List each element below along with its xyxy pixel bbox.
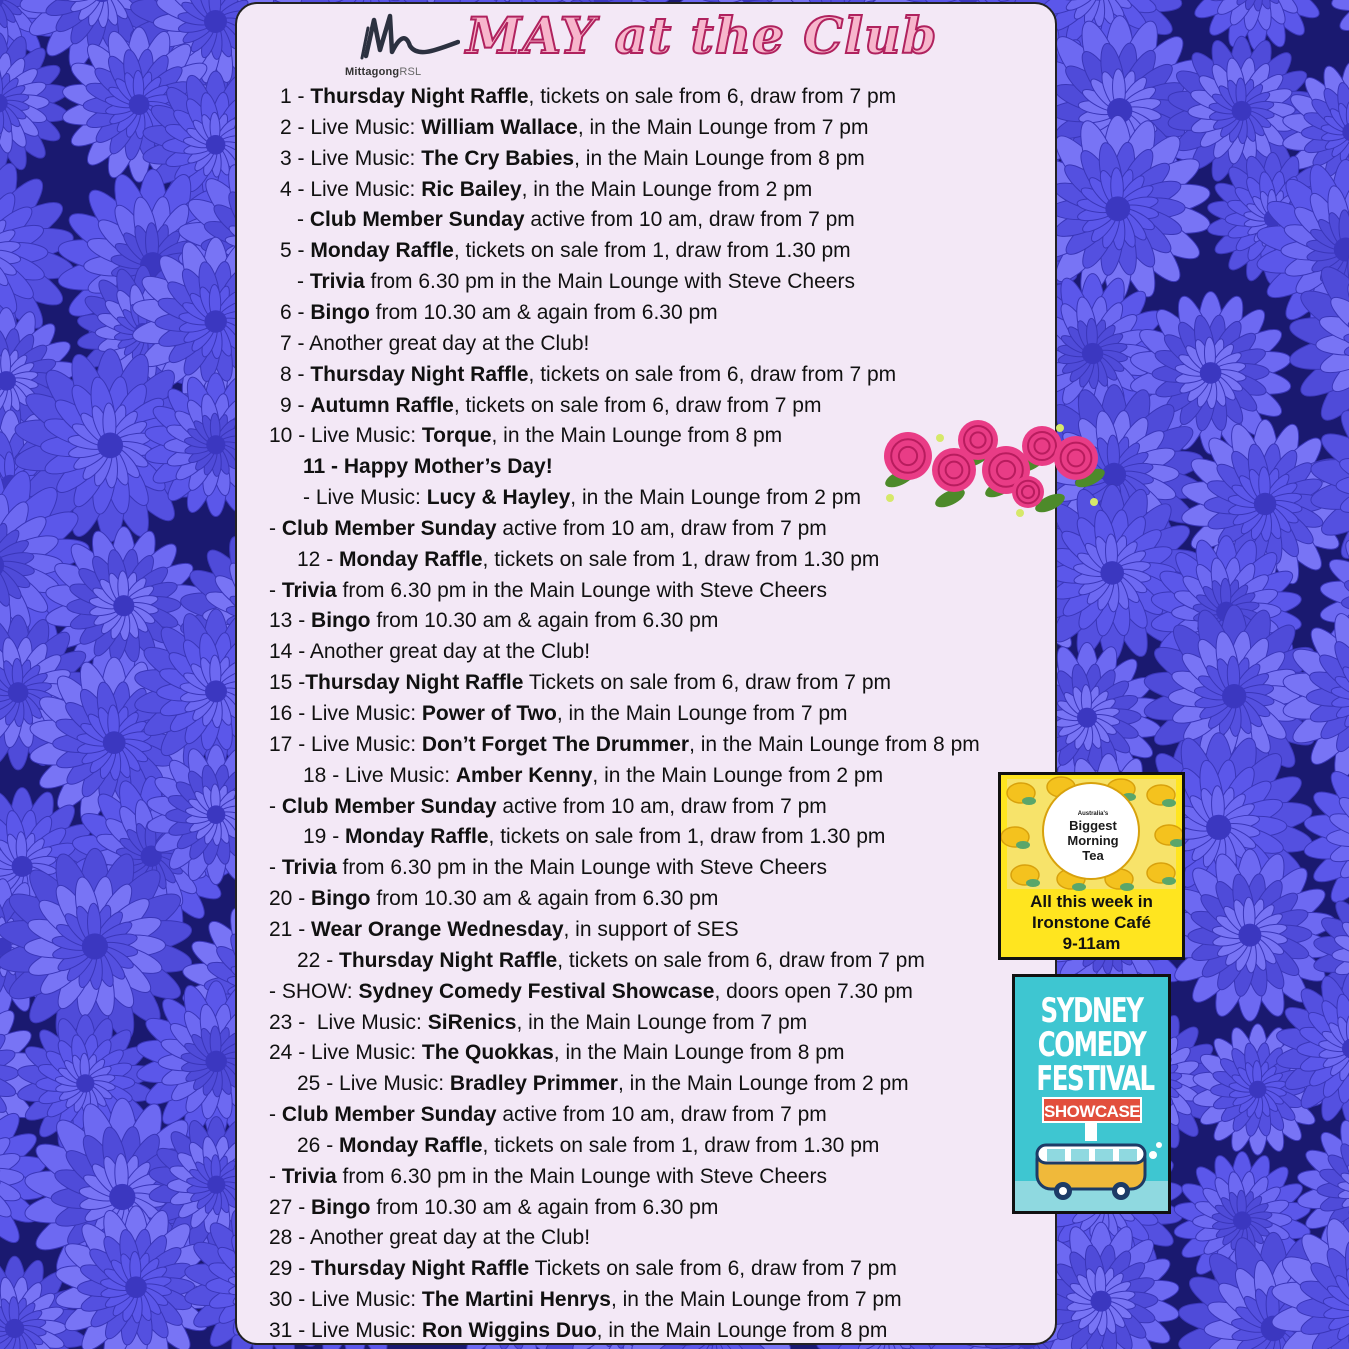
event-text: , tickets on sale from 1, draw from 1.30 pm [488,825,886,849]
schedule-line [280,360,896,390]
schedule-line [297,205,855,235]
schedule-line [303,483,861,513]
event-name: The Cry Babies [421,146,575,170]
schedule-line [269,668,891,698]
event-text: active from 10 am, draw from 7 pm [496,516,827,540]
event-name: Don’t Forget The Drummer [421,732,690,756]
event-name: Ron Wiggins Duo [421,1319,597,1342]
event-text: - [269,516,282,540]
schedule-line [280,82,896,112]
schedule-line [269,1223,590,1253]
sydney-comedy-festival-poster [1012,974,1171,1214]
schedule-line [269,699,848,729]
event-name: Wear Orange Wednesday [311,917,564,941]
event-text: - [269,1103,282,1127]
event-name: Monday Raffle [310,239,454,263]
event-text: , in the Main Lounge from 2 pm [617,1072,909,1096]
schedule-line [269,514,827,544]
event-name: The Martini Henrys [421,1288,611,1312]
event-name: SiRenics [427,1010,517,1034]
event-name: Bingo [311,887,371,911]
event-text: 2 - Live Music: [280,115,422,139]
event-text: - [269,578,282,602]
event-text: active from 10 am, draw from 7 pm [496,1103,827,1127]
schedule-line [269,1193,718,1223]
schedule-line [269,1038,844,1068]
event-name: Club Member Sunday [309,208,525,232]
event-text: 1 - [280,85,311,108]
schedule-line [297,1131,879,1161]
event-text: , in the Main Lounge from 8 pm [596,1319,888,1342]
event-text: from 6.30 pm in the Main Lounge with Steve Cheers [336,856,827,880]
schedule-line [269,915,739,945]
schedule-line [269,1254,897,1284]
event-text: 6 - [280,300,311,324]
logo-wordmark [345,66,421,78]
page-title: MAY at the Club [466,6,938,65]
schedule-line [269,606,718,636]
event-text: , in the Main Lounge from 8 pm [553,1041,845,1065]
event-name: Bingo [310,300,370,324]
event-name: Autumn Raffle [310,393,454,417]
event-name: Thursday Night Raffle [310,85,529,108]
schedule-line [269,1162,827,1192]
bmt-badge-small: Australia's [1077,811,1109,817]
event-name: Monday Raffle [339,1133,483,1157]
event-text: 19 - [303,825,346,849]
event-text: - [269,794,282,818]
logo-suffix: RSL [399,66,422,78]
event-text: 28 - Another great day at the Club! [269,1226,591,1250]
event-name: Club Member Sunday [281,516,497,540]
scf-word-festival: FESTIVAL [1036,1059,1154,1099]
event-name: Bradley Primmer [449,1072,618,1096]
event-text: active from 10 am, draw from 7 pm [496,794,827,818]
event-name: Club Member Sunday [281,1103,497,1127]
event-text: , tickets on sale from 1, draw from 1.30 pm [482,1133,880,1157]
event-text: 17 - Live Music: [269,732,422,756]
event-text: 31 - Live Music: [269,1319,422,1342]
event-text: , in the Main Lounge from 8 pm [491,424,783,448]
event-text: from 10.30 am & again from 6.30 pm [370,609,719,633]
event-text: 20 - [269,887,312,911]
event-name: Bingo [311,1195,371,1219]
event-text: from 6.30 pm in the Main Lounge with Steve Cheers [364,270,855,294]
schedule-line [280,298,718,328]
event-text: , in the Main Lounge from 8 pm [574,146,865,170]
schedule-line [269,1285,902,1315]
schedule-line [280,236,851,266]
schedule-line [269,730,980,760]
event-text: - [269,856,282,880]
event-text: 16 - Live Music: [269,702,422,725]
event-text: , tickets on sale from 6, draw from 7 pm [528,85,897,108]
event-text: 26 - [297,1133,340,1157]
event-name: William Wallace [421,115,578,139]
event-text: - SHOW: [269,979,359,1003]
schedule-line [269,637,590,667]
schedule-line [269,792,827,822]
event-text: 13 - [269,609,312,633]
event-text: 7 - Another great day at the Club! [280,331,590,355]
event-text: from 6.30 pm in the Main Lounge with Steve Cheers [336,1164,827,1188]
event-text: 27 - [269,1195,312,1219]
event-text: , in the Main Lounge from 7 pm [577,115,869,139]
event-name: 11 - Happy Mother’s Day! [303,455,553,479]
event-text: 5 - [280,239,311,263]
schedule-line [269,884,718,914]
event-name: Trivia [281,856,337,880]
event-text: , tickets on sale from 6, draw from 7 pm [557,948,925,972]
schedule-line [280,329,589,359]
schedule-line [269,853,827,883]
schedule-line [297,946,925,976]
event-text: , in the Main Lounge from 7 pm [610,1288,902,1312]
logo-name: Mittagong [345,66,400,78]
event-text: from 6.30 pm in the Main Lounge with Steve Cheers [336,578,827,602]
schedule-line [269,1316,887,1346]
event-text: 9 - [280,393,311,417]
roses-illustration [880,418,1112,528]
schedule-line [297,267,855,297]
bmt-caption-line2: Ironstone Café [1031,913,1152,932]
event-text: 3 - Live Music: [280,146,422,170]
event-name: Ric Bailey [421,177,522,201]
event-text: 8 - [280,362,311,386]
event-text: , in the Main Lounge from 2 pm [570,486,861,510]
schedule-line [280,175,812,205]
bmt-badge [1045,793,1141,874]
bmt-caption-line1: All this week in [1030,892,1153,911]
schedule-line [303,452,553,482]
schedule-line [303,761,883,791]
event-text: 10 - Live Music: [269,424,422,448]
event-text: , in support of SES [563,917,739,941]
event-text: active from 10 am, draw from 7 pm [524,208,855,232]
event-text: , in the Main Lounge from 2 pm [521,177,813,201]
event-text: 21 - [269,917,312,941]
event-name: Club Member Sunday [281,794,497,818]
scf-showcase-badge: SHOWCASE [1042,1097,1142,1123]
event-name: Trivia [281,578,337,602]
event-name: The Quokkas [421,1041,554,1065]
event-text: from 10.30 am & again from 6.30 pm [370,887,719,911]
event-text: , in the Main Lounge from 2 pm [592,763,884,787]
event-text: 18 - Live Music: [303,763,456,787]
event-text: 30 - Live Music: [269,1288,422,1312]
event-text: , tickets on sale from 1, draw from 1.30 pm [482,547,880,571]
event-text: 12 - [297,547,340,571]
event-text: 15 - [269,671,306,695]
event-text: , tickets on sale from 6, draw from 7 pm [453,393,822,417]
event-text: from 10.30 am & again from 6.30 pm [370,1195,719,1219]
event-text: , in the Main Lounge from 7 pm [556,702,848,725]
event-name: Trivia [309,270,365,294]
event-name: Lucy & Hayley [426,486,571,510]
biggest-morning-tea-poster [998,772,1185,960]
event-text: - [269,1164,282,1188]
schedule-line [269,576,827,606]
event-name: Amber Kenny [455,763,593,787]
event-name: Thursday Night Raffle [305,671,524,695]
event-text: 14 - Another great day at the Club! [269,640,591,664]
event-name: Sydney Comedy Festival Showcase [358,979,715,1003]
event-text: Tickets on sale from 6, draw from 7 pm [529,1257,897,1281]
event-text: 29 - [269,1257,312,1281]
event-text: 24 - Live Music: [269,1041,422,1065]
event-name: Monday Raffle [345,825,489,849]
schedule-line [297,1069,909,1099]
bmt-caption [1001,891,1182,954]
event-text: - [297,270,310,294]
schedule-line [280,391,821,421]
event-name: Trivia [281,1164,337,1188]
schedule-line [303,822,885,852]
event-name: Thursday Night Raffle [311,1257,530,1281]
schedule-line [297,545,879,575]
schedule-line [280,144,865,174]
event-text: 25 - Live Music: [297,1072,450,1096]
event-name: Bingo [311,609,371,633]
event-text: , tickets on sale from 1, draw from 1.30 pm [453,239,851,263]
event-name: Thursday Night Raffle [339,948,558,972]
event-text: Tickets on sale from 6, draw from 7 pm [523,671,891,695]
bmt-badge-line1: Biggest [1069,818,1117,833]
event-text: , in the Main Lounge from 8 pm [689,732,980,756]
event-text: from 10.30 am & again from 6.30 pm [369,300,718,324]
event-name: Monday Raffle [339,547,483,571]
event-name: Thursday Night Raffle [310,362,529,386]
event-text: - Live Music: [303,486,427,510]
event-name: Power of Two [421,702,557,725]
event-text: , tickets on sale from 6, draw from 7 pm [528,362,897,386]
event-text: 4 - Live Music: [280,177,422,201]
schedule-line [280,113,868,143]
bmt-badge-line2: Morning [1067,833,1119,848]
bmt-badge-line3: Tea [1082,848,1104,863]
scf-word-comedy: COMEDY [1037,1025,1146,1065]
event-name: Torque [421,424,492,448]
event-text: 22 - [297,948,340,972]
bmt-caption-line3: 9-11am [1062,934,1121,953]
scf-word-sydney: SYDNEY [1040,991,1143,1031]
schedule-line [269,1100,827,1130]
event-text: - [297,208,310,232]
event-text: 23 - Live Music: [269,1010,428,1034]
schedule-line [269,1008,807,1038]
schedule-line [269,421,782,451]
event-text: , doors open 7.30 pm [714,979,913,1003]
event-text: , in the Main Lounge from 7 pm [516,1010,808,1034]
schedule-line [269,977,913,1007]
